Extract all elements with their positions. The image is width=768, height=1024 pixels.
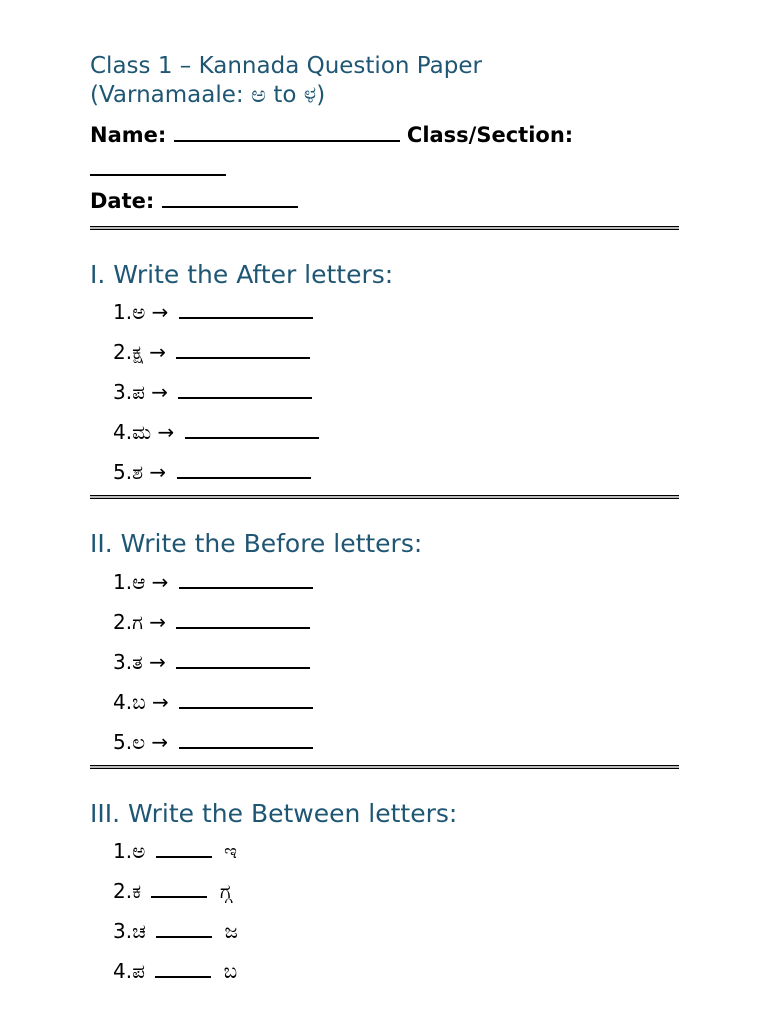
- answer-blank: [179, 726, 313, 749]
- list-item: [113, 336, 319, 376]
- answer-blank: [176, 606, 310, 629]
- arrow-icon: →: [151, 570, 169, 594]
- between-question-list: [113, 835, 238, 995]
- given-letter: ಲ: [132, 730, 146, 754]
- answer-blank: [156, 915, 212, 938]
- first-letter: ಕ: [132, 879, 142, 903]
- given-letter: ಆ: [132, 570, 146, 594]
- answer-blank: [185, 416, 319, 439]
- answer-blank: [155, 955, 211, 978]
- item-number: 3.: [113, 650, 133, 674]
- given-letter: ಮ: [132, 420, 152, 444]
- class-section-blank: [90, 152, 226, 176]
- arrow-icon: →: [151, 300, 169, 324]
- first-letter: ಚ: [132, 919, 146, 943]
- name-class-row: [90, 118, 573, 152]
- arrow-icon: →: [149, 340, 167, 364]
- item-number: 4.: [113, 959, 133, 983]
- date-row: [90, 184, 298, 218]
- list-item: [113, 726, 313, 766]
- name-label: Name:: [90, 123, 167, 147]
- item-number: 2.: [113, 879, 133, 903]
- after-question-list: [113, 296, 319, 496]
- title-line-1: Class 1 – Kannada Question Paper: [90, 53, 482, 79]
- given-letter: ಪ: [132, 380, 145, 404]
- item-number: 2.: [113, 610, 133, 634]
- list-item: [113, 915, 238, 955]
- given-letter: ಅ: [132, 300, 146, 324]
- arrow-icon: →: [149, 460, 167, 484]
- answer-blank: [179, 296, 313, 319]
- date-blank: [162, 184, 298, 208]
- item-number: 5.: [113, 460, 133, 484]
- class-blank-row: [90, 152, 226, 186]
- list-item: [113, 606, 313, 646]
- item-number: 1.: [113, 839, 133, 863]
- item-number: 2.: [113, 340, 133, 364]
- class-section-label: Class/Section:: [406, 123, 574, 147]
- answer-blank: [176, 646, 310, 669]
- divider-rule: [90, 495, 679, 499]
- page-title: [90, 52, 679, 110]
- list-item: [113, 955, 238, 995]
- title-line-2: (Varnamaale: ಅ to ಳ): [90, 82, 326, 108]
- item-number: 3.: [113, 919, 133, 943]
- given-letter: ಶ: [132, 460, 144, 484]
- list-item: [113, 875, 238, 915]
- list-item: [113, 376, 319, 416]
- section-heading-before: II. Write the Before letters:: [90, 529, 423, 558]
- last-letter: ಜ: [224, 919, 238, 943]
- divider-rule: [90, 765, 679, 769]
- given-letter: ಕ್ಷ: [132, 340, 143, 364]
- before-question-list: [113, 566, 313, 766]
- last-letter: ಬ: [223, 959, 238, 983]
- answer-blank: [178, 376, 312, 399]
- date-label: Date:: [90, 189, 155, 213]
- last-letter: ಗ್ಗ: [219, 879, 232, 903]
- first-letter: ಅ: [132, 839, 146, 863]
- list-item: [113, 835, 238, 875]
- list-item: [113, 686, 313, 726]
- item-number: 3.: [113, 380, 133, 404]
- list-item: [113, 296, 319, 336]
- given-letter: ಬ: [132, 690, 146, 714]
- section-heading-between: III. Write the Between letters:: [90, 799, 458, 828]
- item-number: 4.: [113, 420, 133, 444]
- answer-blank: [179, 566, 313, 589]
- section-heading-after: I. Write the After letters:: [90, 260, 394, 289]
- answer-blank: [151, 875, 207, 898]
- item-number: 5.: [113, 730, 133, 754]
- divider-rule: [90, 226, 679, 230]
- list-item: [113, 416, 319, 456]
- arrow-icon: →: [157, 420, 175, 444]
- list-item: [113, 456, 319, 496]
- item-number: 1.: [113, 570, 133, 594]
- given-letter: ಗ: [132, 610, 143, 634]
- given-letter: ತ: [132, 650, 143, 674]
- first-letter: ಪ: [132, 959, 145, 983]
- item-number: 1.: [113, 300, 133, 324]
- name-blank: [174, 118, 400, 142]
- arrow-icon: →: [149, 650, 166, 674]
- last-letter: ಇ: [224, 839, 237, 863]
- answer-blank: [177, 456, 311, 479]
- arrow-icon: →: [151, 380, 169, 404]
- list-item: [113, 646, 313, 686]
- arrow-icon: →: [152, 690, 169, 714]
- arrow-icon: →: [149, 610, 167, 634]
- item-number: 4.: [113, 690, 133, 714]
- arrow-icon: →: [151, 730, 169, 754]
- answer-blank: [156, 835, 212, 858]
- answer-blank: [179, 686, 313, 709]
- list-item: [113, 566, 313, 606]
- answer-blank: [176, 336, 310, 359]
